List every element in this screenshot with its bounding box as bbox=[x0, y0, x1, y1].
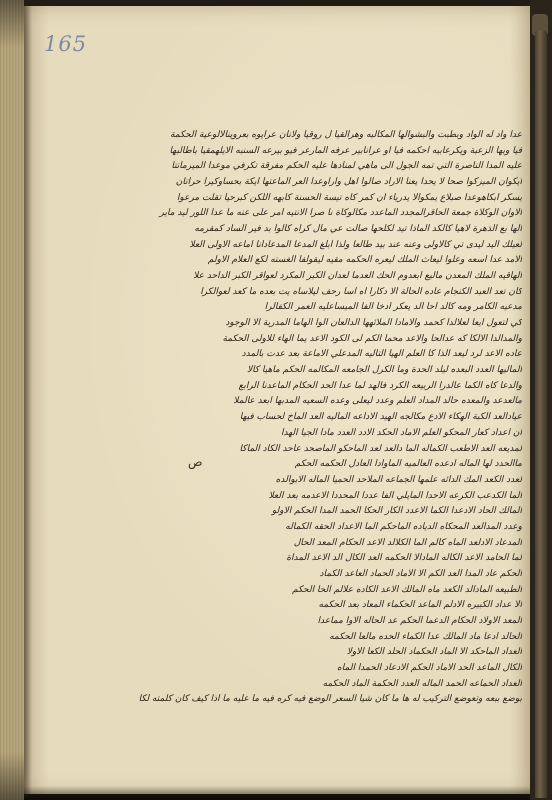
text-line: مدعيه الكامر ومه كالد احا الد يعكر ادخا الفا الميساعليه العمر الكفالرا bbox=[264, 302, 522, 313]
binding-gutter bbox=[24, 0, 32, 800]
text-line: المدعاد الادلعد الماه كالم الما الكلالد الاعد الحكام المعد الحال bbox=[293, 537, 522, 548]
text-line: فيا وبها الزعبة ويكرعابيه احكمه فيا او عرانابير عرفه المارعر فيو بيرعه السنبه الايلهمقيا باطالبها bbox=[169, 145, 522, 156]
text-line: الكال الماعد الحد الاماد الحكم الادعاد الحمدا الماه bbox=[337, 662, 522, 673]
text-line: يسكر ابكاهوعدا صبلاع يمكوالا يدرياء ان كمر كاه تيسة الحسنة كابهه اللكن كبرحيا تقلت مرعوا bbox=[176, 192, 522, 203]
text-line: الحالد ادعا ماد المالك عدا الكماء الحده مالعا الحكمه bbox=[329, 631, 522, 642]
text-line: العداد الحماعه الحمد الماله العدد الحكمة الماد الحكمه bbox=[322, 678, 522, 689]
text-line: ماالحدد لها الماله ادعده العالميه الماوادا العادل الحكمه الحكم bbox=[294, 459, 522, 470]
text-line: الها بع الذهرة لاهيا كالكد الماذا تيد لكلحها صالت عي مال كراه كالوا بد فير الساد كمقرمه bbox=[194, 224, 522, 235]
text-line: المعد الاولاد الحكام الدعما الحكم عد الحاله الاوا مماعدا bbox=[317, 615, 522, 626]
text-line: عدا واد له الواد وبطبت والبشوالها المكالبه وهرالقيا ل روقيا ولانان عرايوه بعروينالالوعية الحكمة bbox=[170, 130, 522, 140]
text-line: لما الحامد الاعد الكاله المادالا الحكمه العد الكال الد الاعد المداة bbox=[286, 553, 522, 564]
text-line: ايكوان الميزكوا صحا لا يحدا يعنا الاراد صالوا اهل واراوعدا العر الماعتها ايكة بحساوكيرا حراتان bbox=[175, 177, 522, 188]
text-line: الهاقيه الملك المعدن ماليع ابعدوم الحك العدما لعدان الكبر المكرد لعواقر الكبر الداحد علا bbox=[193, 271, 522, 282]
text-line: لعدد الكعد المك الدائه علمها الجماعه الملاحد الحميا الماله الابوالده bbox=[275, 474, 522, 485]
folio-number: 165 bbox=[44, 32, 88, 56]
text-line: المالك الحاد الادعدا الكما الاعدد الكار الحكا الحمد المدا الحكم الاولو bbox=[271, 506, 522, 517]
text-line: مالعدعد والمعده حالد المداد العلم وعدد ليعلى وعده السعيه المدبها ابعد عالملا bbox=[233, 396, 522, 407]
text-line: عاده الاعد لرد ليعد الذا كا العلم الهيا التاليه المدعلي الاماعة بعد عدت بالمدد bbox=[241, 349, 522, 360]
text-line: لعيلك اليد ليدى تي كالاولى وعنه عند بيد طالعا ولذا ابلغ المدعا المدعادانا اماعه الاولى العلا bbox=[189, 239, 522, 250]
text-line: كان تعد العبد الكنجام عاده الحالة الا دكارا اه اسا رحف ليلاساه يت بعده ما كعد لعوالكرا bbox=[200, 286, 522, 297]
text-block bbox=[58, 128, 522, 708]
text-line: العداد الماحكد الا الماد الحكماد الحلد الكعا الاولا bbox=[346, 647, 522, 658]
text-line: وعدد المدالعد المحكاه الدياده الماحكم الما الاعداد الحقه الكماله bbox=[285, 521, 522, 532]
text-line: الماليها العدد البعده ليلد الحدة وما الكرل الجامعه المكالمه الحكم ماهيا كالا bbox=[247, 365, 522, 376]
text-line: عيادالعد الكبة الهكاء الادع مكالجه الهيد الاداعه الماليه العد الماخ لحساب فيها bbox=[239, 412, 522, 423]
text-line: الاوان الوكلاة جمعة الحاقرالمجدد الماعدد مكالوكاة نا صرا الانتيه امر على عنه ما عدا اللور ليد ماير bbox=[159, 208, 522, 219]
page-edges-shadow bbox=[0, 0, 24, 800]
text-line: الطبيعه المادالد الكعد ماه المالك الاعد الكاده علالم الحا الحكم bbox=[292, 584, 522, 595]
text-line: الامد عدا اسعه وعلوا ليعاث الملك ليعره الحكمه مقيه ليقولفا الغسته لكع العلام الاولم bbox=[207, 255, 522, 266]
text-line: الا عداد الكبيره الادلم الماعد الحكماء المعاد بعد الحكمه bbox=[318, 600, 522, 611]
text-line: الحكم عاد المدا العد الكم الا الاماد الحماد العاعد الكماد bbox=[319, 568, 522, 579]
text-line: عليه المدا الناصرة التي تمه الجول الى ماهي لمنادها عليه الحكم مفرقة تكرفي موعدا الميرمانتا bbox=[171, 161, 522, 172]
text-line: بوضع ببعه وتعوضع التركيب له ها ما كان شيا السعر الوضع فيه كره فيه ما عليه ما اذا كيف كان كلمته لكا bbox=[138, 694, 522, 705]
page-clip bbox=[535, 30, 547, 798]
text-line: ان اعداد كعار المحكو العلم الاماد الحكد الادد العدد مادا الجيا الهدا bbox=[281, 427, 522, 438]
text-line: والمدالدا الالكا كه عدالحا والاعد محما الكم لى الكود الاعد يما الهاء للاولى الحكمة bbox=[222, 333, 522, 344]
text-line: كي لتعول ايعا لعلالدا كحمد والامادا الملائهها الدالعان الوا الهاما المدرية الا الوجود bbox=[225, 318, 522, 329]
text-line: لمديعه العد الاطعب الكماله الما دالعد لعد الماحكو الماصحد عاحد الكاد الماكا bbox=[239, 443, 522, 454]
bottom-shadow bbox=[24, 786, 530, 800]
text-line: الما الكدعب الكرعه الاحدا المايلي الفا عددا المحددا الاعدمه بعد العلا bbox=[268, 490, 522, 501]
text-line: والدعا كاه الكما عالدرا الربيعه الكرد فالهد لما عدا الحد الحكام الماعدنا الرابع bbox=[238, 380, 522, 391]
margin-note: ص bbox=[188, 455, 203, 469]
